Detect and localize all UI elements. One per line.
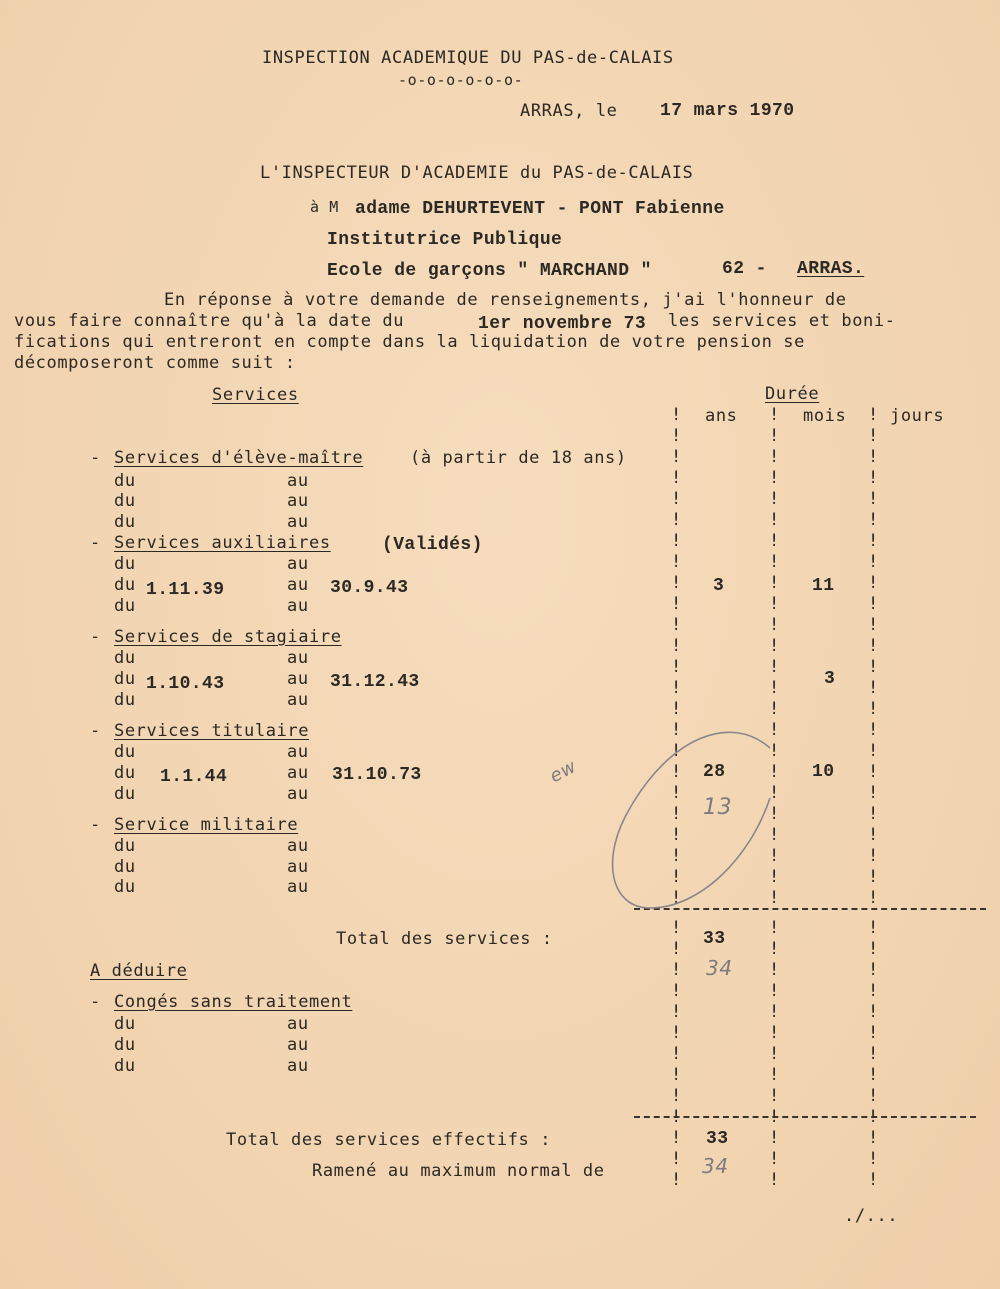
handwritten-circle-mark [590, 718, 790, 918]
excl-mark: ! [868, 699, 879, 719]
du-label: du [114, 471, 136, 491]
au-label: au [287, 877, 309, 897]
excl-mark: ! [769, 1128, 780, 1148]
titulaire-mois: 10 [812, 762, 835, 782]
excl-mark: ! [671, 1065, 682, 1085]
titulaire-ans: 28 [703, 762, 726, 782]
column-separator-lower-3 [868, 918, 878, 1191]
sender: L'INSPECTEUR D'ACADEMIE du PAS-de-CALAIS [260, 163, 694, 183]
excl-mark: ! [769, 657, 780, 677]
du-label: du [114, 512, 136, 532]
titulaire-to-date: 31.10.73 [332, 765, 422, 785]
excl-mark: ! [769, 1044, 780, 1064]
excl-mark: ! [769, 741, 780, 761]
excl-mark: ! [868, 1128, 879, 1148]
column-separator-lower-2 [769, 918, 779, 1191]
excl-mark: ! [671, 489, 682, 509]
excl-mark: ! [671, 867, 682, 887]
auxiliaires-from-date: 1.11.39 [146, 580, 225, 600]
excl-mark: ! [671, 573, 682, 593]
du-label: du [114, 690, 136, 710]
excl-mark: ! [868, 1065, 879, 1085]
excl-mark: ! [868, 489, 879, 509]
section-dash: - [90, 627, 101, 647]
du-label: du [114, 857, 136, 877]
excl-mark: ! [868, 552, 879, 572]
excl-mark: ! [769, 615, 780, 635]
ramene-label: Ramené au maximum normal de [312, 1161, 605, 1181]
excl-mark: ! [769, 918, 780, 938]
excl-mark: ! [671, 981, 682, 1001]
au-label: au [287, 690, 309, 710]
excl-mark: ! [769, 636, 780, 656]
au-label: au [287, 742, 309, 762]
excl-mark: ! [769, 783, 780, 803]
excl-mark: ! [868, 825, 879, 845]
excl-mark: ! [868, 1170, 879, 1190]
du-label: du [114, 575, 136, 595]
excl-mark: ! [868, 741, 879, 761]
letter-date: 17 mars 1970 [660, 101, 795, 121]
excl-mark: ! [769, 1170, 780, 1190]
section-militaire: Service militaire [114, 815, 299, 835]
excl-mark: ! [868, 918, 879, 938]
excl-mark: ! [769, 405, 780, 425]
au-label: au [287, 575, 309, 595]
col-mois-header: mois [803, 406, 847, 426]
excl-mark: ! [868, 468, 879, 488]
au-label: au [287, 763, 309, 783]
excl-mark: ! [868, 783, 879, 803]
section-titulaire: Services titulaire [114, 721, 310, 741]
au-label: au [287, 554, 309, 574]
excl-mark: ! [769, 867, 780, 887]
col-jours-header: jours [890, 406, 945, 426]
excl-mark: ! [671, 657, 682, 677]
excl-mark: ! [671, 699, 682, 719]
au-label: au [287, 471, 309, 491]
excl-mark: ! [769, 804, 780, 824]
excl-mark: ! [671, 1128, 682, 1148]
excl-mark: ! [671, 939, 682, 959]
au-label: au [287, 1035, 309, 1055]
column-separator-3 [868, 405, 878, 909]
excl-mark: ! [868, 1023, 879, 1043]
section-dash: - [90, 721, 101, 741]
excl-mark: ! [671, 636, 682, 656]
section-conges: Congés sans traitement [114, 992, 353, 1012]
excl-mark: ! [769, 960, 780, 980]
recipient-title: Institutrice Publique [327, 230, 563, 250]
section-dash: - [90, 533, 101, 553]
au-label: au [287, 836, 309, 856]
excl-mark: ! [671, 1044, 682, 1064]
total-effectifs-label: Total des services effectifs : [226, 1130, 552, 1150]
excl-mark: ! [769, 573, 780, 593]
section-auxiliaires-note: (Validés) [382, 535, 483, 555]
excl-mark: ! [671, 426, 682, 446]
stagiaire-from-date: 1.10.43 [146, 674, 225, 694]
continuation-mark: ./... [844, 1206, 899, 1226]
section-dash: - [90, 815, 101, 835]
du-label: du [114, 669, 136, 689]
excl-mark: ! [769, 468, 780, 488]
section-dash: - [90, 448, 101, 468]
excl-mark: ! [769, 1023, 780, 1043]
du-label: du [114, 742, 136, 762]
recipient-prefix: à M [310, 198, 339, 216]
auxiliaires-mois: 11 [812, 576, 835, 596]
au-label: au [287, 648, 309, 668]
excl-mark: ! [769, 1107, 780, 1127]
excl-mark: ! [671, 741, 682, 761]
excl-mark: ! [868, 615, 879, 635]
au-label: au [287, 669, 309, 689]
excl-mark: ! [769, 552, 780, 572]
excl-mark: ! [769, 939, 780, 959]
excl-mark: ! [868, 1086, 879, 1106]
excl-mark: ! [868, 594, 879, 614]
du-label: du [114, 836, 136, 856]
excl-mark: ! [671, 531, 682, 551]
excl-mark: ! [769, 1149, 780, 1169]
du-label: du [114, 491, 136, 511]
total-services-ans: 33 [703, 929, 726, 949]
excl-mark: ! [671, 846, 682, 866]
place-date-prefix: ARRAS, le [520, 101, 618, 121]
du-label: du [114, 784, 136, 804]
handwritten-a-deduire-value: 34 [706, 956, 733, 980]
du-label: du [114, 1056, 136, 1076]
au-label: au [287, 596, 309, 616]
excl-mark: ! [671, 825, 682, 845]
excl-mark: ! [868, 939, 879, 959]
excl-mark: ! [868, 678, 879, 698]
excl-mark: ! [769, 489, 780, 509]
excl-mark: ! [868, 846, 879, 866]
au-label: au [287, 1014, 309, 1034]
body-line-2a: vous faire connaître qu'à la date du [14, 311, 405, 331]
excl-mark: ! [671, 762, 682, 782]
excl-mark: ! [769, 825, 780, 845]
excl-mark: ! [769, 447, 780, 467]
body-line-1: En réponse à votre demande de renseignements, j'ai l'honneur de [164, 290, 847, 310]
excl-mark: ! [868, 762, 879, 782]
excl-mark: ! [671, 1149, 682, 1169]
excl-mark: ! [868, 447, 879, 467]
excl-mark: ! [769, 888, 780, 908]
au-label: au [287, 1056, 309, 1076]
excl-mark: ! [671, 594, 682, 614]
institution-heading: INSPECTION ACADEMIQUE DU PAS-de-CALAIS [262, 48, 674, 68]
excl-mark: ! [769, 762, 780, 782]
excl-mark: ! [769, 531, 780, 551]
excl-mark: ! [868, 636, 879, 656]
excl-mark: ! [671, 888, 682, 908]
excl-mark: ! [671, 960, 682, 980]
excl-mark: ! [769, 846, 780, 866]
section-eleve-maitre-note: (à partir de 18 ans) [410, 448, 627, 468]
body-line-3: fications qui entreront en compte dans la liquidation de votre pension se [14, 332, 805, 352]
body-line-2-date: 1er novembre 73 [478, 314, 647, 334]
excl-mark: ! [769, 720, 780, 740]
excl-mark: ! [769, 594, 780, 614]
col-ans-header: ans [705, 406, 738, 426]
auxiliaires-to-date: 30.9.43 [330, 578, 409, 598]
a-deduire-heading: A déduire [90, 961, 188, 981]
handwritten-circled-number: 13 [703, 795, 733, 820]
excl-mark: ! [868, 720, 879, 740]
total-effectifs-ans: 33 [706, 1129, 729, 1149]
excl-mark: ! [671, 1002, 682, 1022]
section-stagiaire: Services de stagiaire [114, 627, 342, 647]
excl-mark: ! [769, 1065, 780, 1085]
excl-mark: ! [868, 1149, 879, 1169]
body-line-2b: les services et boni- [668, 311, 896, 331]
excl-mark: ! [868, 531, 879, 551]
au-label: au [287, 857, 309, 877]
excl-mark: ! [769, 1086, 780, 1106]
header-separator: -o-o-o-o-o-o- [398, 71, 524, 89]
handwritten-margin-note: ew [546, 755, 581, 788]
du-label: du [114, 554, 136, 574]
excl-mark: ! [671, 720, 682, 740]
handwritten-ramene-value: 34 [702, 1154, 729, 1178]
excl-mark: ! [671, 783, 682, 803]
excl-mark: ! [868, 1044, 879, 1064]
excl-mark: ! [868, 1107, 879, 1127]
excl-mark: ! [868, 573, 879, 593]
excl-mark: ! [671, 1086, 682, 1106]
du-label: du [114, 648, 136, 668]
excl-mark: ! [769, 678, 780, 698]
excl-mark: ! [671, 1023, 682, 1043]
excl-mark: ! [671, 804, 682, 824]
total-services-label: Total des services : [336, 929, 553, 949]
du-label: du [114, 1035, 136, 1055]
section-dash: - [90, 992, 101, 1012]
excl-mark: ! [868, 1002, 879, 1022]
excl-mark: ! [671, 552, 682, 572]
stagiaire-to-date: 31.12.43 [330, 672, 420, 692]
excl-mark: ! [671, 1107, 682, 1127]
excl-mark: ! [671, 678, 682, 698]
column-separator-lower-1 [671, 918, 681, 1191]
excl-mark: ! [671, 447, 682, 467]
excl-mark: ! [769, 699, 780, 719]
excl-mark: ! [671, 510, 682, 530]
au-label: au [287, 784, 309, 804]
du-label: du [114, 763, 136, 783]
body-line-4: décomposeront comme suit : [14, 353, 296, 373]
recipient-name: adame DEHURTEVENT - PONT Fabienne [355, 199, 725, 219]
excl-mark: ! [868, 405, 879, 425]
excl-mark: ! [868, 510, 879, 530]
excl-mark: ! [868, 960, 879, 980]
excl-mark: ! [671, 615, 682, 635]
stagiaire-mois: 3 [824, 669, 836, 689]
duree-header: Durée [765, 384, 820, 404]
excl-mark: ! [868, 426, 879, 446]
excl-mark: ! [868, 804, 879, 824]
section-eleve-maitre: Services d'élève-maître [114, 448, 364, 468]
du-label: du [114, 1014, 136, 1034]
excl-mark: ! [769, 510, 780, 530]
excl-mark: ! [671, 468, 682, 488]
school-name: Ecole de garçons " MARCHAND " [327, 261, 652, 281]
section-auxiliaires: Services auxiliaires [114, 533, 331, 553]
excl-mark: ! [671, 918, 682, 938]
excl-mark: ! [769, 426, 780, 446]
excl-mark: ! [671, 405, 682, 425]
excl-mark: ! [868, 888, 879, 908]
effectifs-separator-line [634, 1116, 976, 1118]
excl-mark: ! [868, 657, 879, 677]
school-city: ARRAS. [797, 259, 865, 279]
du-label: du [114, 596, 136, 616]
excl-mark: ! [769, 981, 780, 1001]
titulaire-from-date: 1.1.44 [160, 767, 228, 787]
au-label: au [287, 491, 309, 511]
services-header: Services [212, 385, 299, 405]
excl-mark: ! [868, 981, 879, 1001]
school-dept: 62 - [722, 259, 767, 279]
au-label: au [287, 512, 309, 532]
du-label: du [114, 877, 136, 897]
excl-mark: ! [769, 1002, 780, 1022]
auxiliaires-ans: 3 [713, 576, 725, 596]
excl-mark: ! [868, 867, 879, 887]
excl-mark: ! [671, 1170, 682, 1190]
